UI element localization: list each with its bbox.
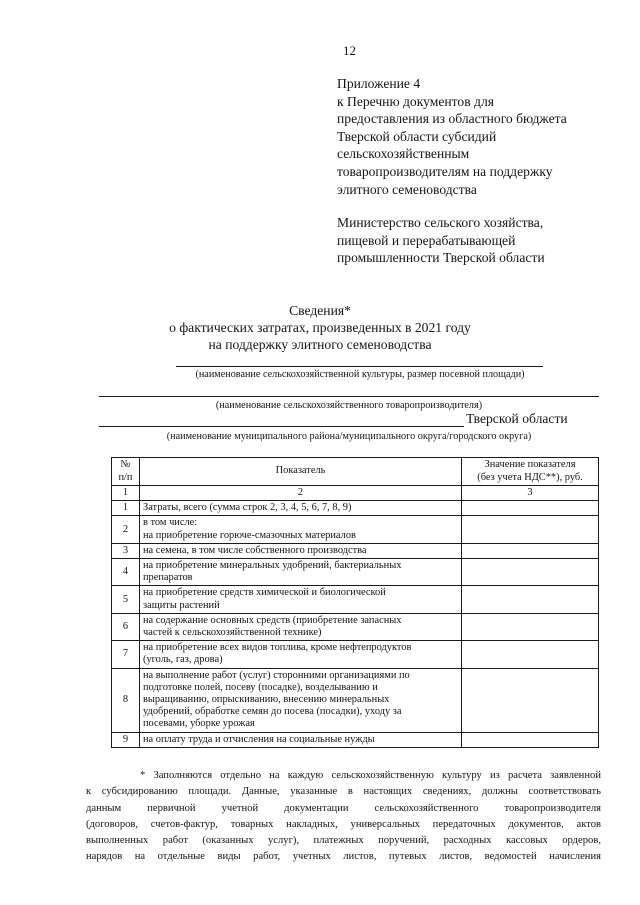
row-value-cell[interactable] xyxy=(462,668,599,732)
row-number: 3 xyxy=(112,543,140,558)
row-value-cell[interactable] xyxy=(462,543,599,558)
indicator-line: удобрений, обработке семян до посева (посадки), уходу за xyxy=(143,706,402,718)
footnote-line: данным первичной учетной документации сельскохозяйственного товаропроизводителя xyxy=(86,802,601,814)
table-row xyxy=(112,516,599,543)
row-value-cell[interactable] xyxy=(462,501,599,516)
indicator-line: посевами, уборке урожая xyxy=(143,718,255,730)
row-indicator xyxy=(140,668,462,732)
header-num-line: п/п xyxy=(118,471,133,483)
row-indicator xyxy=(140,516,462,543)
expenses-table xyxy=(111,457,599,748)
appendix-line: Приложение 4 xyxy=(337,76,421,91)
row-value-cell[interactable] xyxy=(462,559,599,586)
row-number: 8 xyxy=(112,668,140,732)
table-row xyxy=(112,559,599,586)
crop-caption: (наименование сельскохозяйственной культуры, размер посевной площади) xyxy=(195,369,525,380)
header-num-line: № xyxy=(120,459,131,471)
appendix-block xyxy=(337,75,617,198)
indicator-line: препаратов xyxy=(143,572,193,584)
header-indicator: Показатель xyxy=(140,458,462,486)
row-number: 9 xyxy=(112,732,140,747)
indicator-line: частей к сельскохозяйственной технике) xyxy=(143,627,322,639)
indicator-line: подготовке полей, посеву (посадке), возделыванию и xyxy=(143,681,378,693)
appendix-line: сельскохозяйственным xyxy=(337,146,470,162)
row-indicator xyxy=(140,501,462,516)
row-value-cell[interactable] xyxy=(462,516,599,543)
column-number: 3 xyxy=(462,486,599,501)
indicator-line: на семена, в том числе собственного производства xyxy=(143,544,367,556)
header-num xyxy=(112,458,140,486)
municipality-fill-line[interactable] xyxy=(99,426,464,427)
row-value-cell[interactable] xyxy=(462,613,599,640)
footnote-line: к субсидированию площади. Данные, указанные в настоящих сведениях, должны соответствовать xyxy=(86,786,601,798)
table-row xyxy=(112,641,599,668)
indicator-line: на приобретение горюче-смазочных материалов xyxy=(143,529,356,541)
indicator-line: защиты растений xyxy=(143,599,220,611)
producer-caption: (наименование сельскохозяйственного товаропроизводителя) xyxy=(215,400,483,411)
header-value xyxy=(462,458,599,486)
footnote-line: выполненных работ (оказанных услуг), платежных поручений, расходных кассовых ордеров, xyxy=(86,835,601,847)
column-number: 2 xyxy=(140,486,462,501)
appendix-line: элитного семеноводства xyxy=(337,181,477,197)
row-value-cell[interactable] xyxy=(462,586,599,613)
row-indicator xyxy=(140,613,462,640)
indicator-line: на выполнение работ (услуг) сторонними организациями по xyxy=(143,669,410,681)
footnote-line: * Заполняются отдельно на каждую сельскохозяйственную культуру из расчета заявленной xyxy=(140,770,601,781)
addressee-line: Министерство сельского хозяйства, xyxy=(337,215,544,230)
addressee-line: промышленности Тверской области xyxy=(337,250,545,266)
indicator-line: выращиванию, опрыскиванию, внесению минеральных xyxy=(143,694,390,706)
table-header-row xyxy=(112,458,599,486)
appendix-line: предоставления из областного бюджета xyxy=(337,111,567,127)
row-indicator xyxy=(140,641,462,668)
row-number: 1 xyxy=(112,501,140,516)
table-row xyxy=(112,668,599,732)
row-indicator xyxy=(140,543,462,558)
column-number: 1 xyxy=(112,486,140,501)
row-value-cell[interactable] xyxy=(462,732,599,747)
indicator-line: Затраты, всего (сумма строк 2, 3, 4, 5, 6, 7, 8, 9) xyxy=(143,502,352,514)
row-number: 5 xyxy=(112,586,140,613)
municipality-caption: (наименование муниципального района/муниципального округа/городского округа) xyxy=(166,431,532,442)
row-number: 6 xyxy=(112,613,140,640)
row-indicator xyxy=(140,586,462,613)
header-value-line: (без учета НДС**), руб. xyxy=(477,471,583,483)
appendix-line: к Перечню документов для xyxy=(337,93,494,109)
addressee-line: пищевой и перерабатывающей xyxy=(337,232,516,248)
indicator-line: (уголь, газ, дрова) xyxy=(143,654,223,666)
row-indicator xyxy=(140,559,462,586)
indicator-line: на приобретение средств химической и биологической xyxy=(143,587,386,599)
heading-subtitle: на поддержку элитного семеноводства xyxy=(208,337,432,352)
addressee-block xyxy=(337,214,617,267)
footnote-line: (договоров, счетов-фактур, товарных накладных, универсальных передаточных документов, актов xyxy=(86,818,601,830)
row-number: 4 xyxy=(112,559,140,586)
row-number: 7 xyxy=(112,641,140,668)
footnote xyxy=(86,768,601,866)
table-row xyxy=(112,543,599,558)
header-value-line: Значение показателя xyxy=(484,459,576,471)
document-heading xyxy=(100,302,540,353)
page-number: 12 xyxy=(343,43,356,58)
table-row xyxy=(112,586,599,613)
indicator-line: на приобретение всех видов топлива, кроме нефтепродуктов xyxy=(143,642,412,654)
row-number: 2 xyxy=(112,516,140,543)
row-indicator xyxy=(140,732,462,747)
indicator-line: на содержание основных средств (приобретение запасных xyxy=(143,614,402,626)
region-suffix: Тверской области xyxy=(466,411,568,426)
crop-fill-line[interactable] xyxy=(176,366,543,367)
column-number-row xyxy=(112,486,599,501)
table-row xyxy=(112,732,599,747)
heading-subtitle: о фактических затратах, произведенных в 2021 году xyxy=(169,320,471,335)
heading-title: Сведения* xyxy=(289,303,351,318)
indicator-line: на оплату труда и отчисления на социальные нужды xyxy=(143,733,375,745)
producer-fill-line[interactable] xyxy=(99,396,599,397)
footnote-line: нарядов на отдельные виды работ, учетных листов, путевых листов, ведомостей начисления xyxy=(86,851,601,863)
indicator-line: в том числе: xyxy=(143,517,198,529)
row-value-cell[interactable] xyxy=(462,641,599,668)
appendix-line: товаропроизводителям на поддержку xyxy=(337,163,553,179)
table-row xyxy=(112,613,599,640)
table-row xyxy=(112,501,599,516)
indicator-line: на приобретение минеральных удобрений, бактериальных xyxy=(143,560,402,572)
appendix-line: Тверской области субсидий xyxy=(337,128,497,144)
